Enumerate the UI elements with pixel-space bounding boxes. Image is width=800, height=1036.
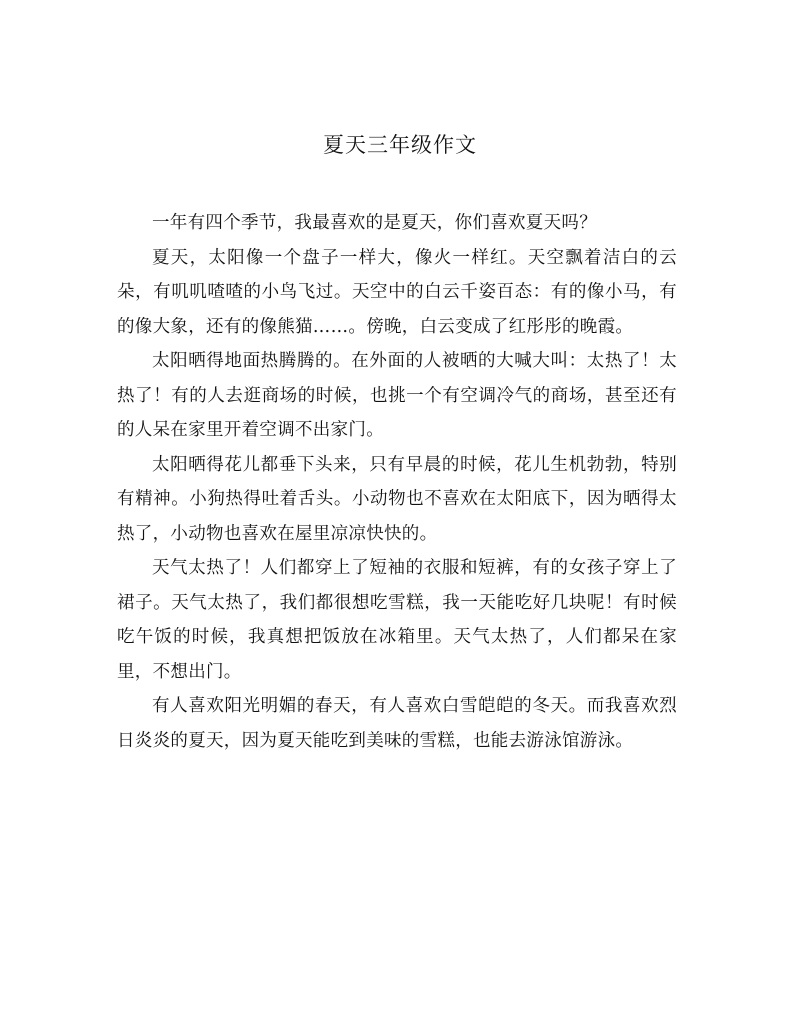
paragraph-2: 夏天，太阳像一个盘子一样大，像火一样红。天空飘着洁白的云朵，有叽叽喳喳的小鸟飞过。天空中的白云千姿百态：有的像小马，有的像大象，还有的像熊猫……。傍晚，白云变成了红彤彤的晚霞。: [117, 247, 677, 337]
essay-title: 夏天三年级作文: [323, 133, 477, 157]
paragraph-6: 有人喜欢阳光明媚的春天，有人喜欢白雪皑皑的冬天。而我喜欢烈日炎炎的夏天，因为夏天能吃到美味的雪糕，也能去游泳馆游泳。: [117, 696, 677, 751]
essay-body: [117, 206, 677, 758]
paragraph-5: 天气太热了！人们都穿上了短袖的衣服和短裤，有的女孩子穿上了裙子。天气太热了，我们都很想吃雪糕，我一天能吃好几块呢！有时候吃午饭的时候，我真想把饭放在冰箱里。天气太热了，人们都呆在家里，不想出门。: [117, 558, 677, 682]
paragraph-3: 太阳晒得地面热腾腾的。在外面的人被晒的大喊大叫：太热了！太热了！有的人去逛商场的时候，也挑一个有空调冷气的商场，甚至还有的人呆在家里开着空调不出家门。: [117, 351, 677, 440]
paragraph-1: 一年有四个季节，我最喜欢的是夏天，你们喜欢夏天吗？: [152, 213, 597, 233]
paragraph-4: 太阳晒得花儿都垂下头来，只有早晨的时候，花儿生机勃勃，特别有精神。小狗热得吐着舌头。小动物也不喜欢在太阳底下，因为晒得太热了，小动物也喜欢在屋里凉凉快快的。: [117, 454, 677, 544]
